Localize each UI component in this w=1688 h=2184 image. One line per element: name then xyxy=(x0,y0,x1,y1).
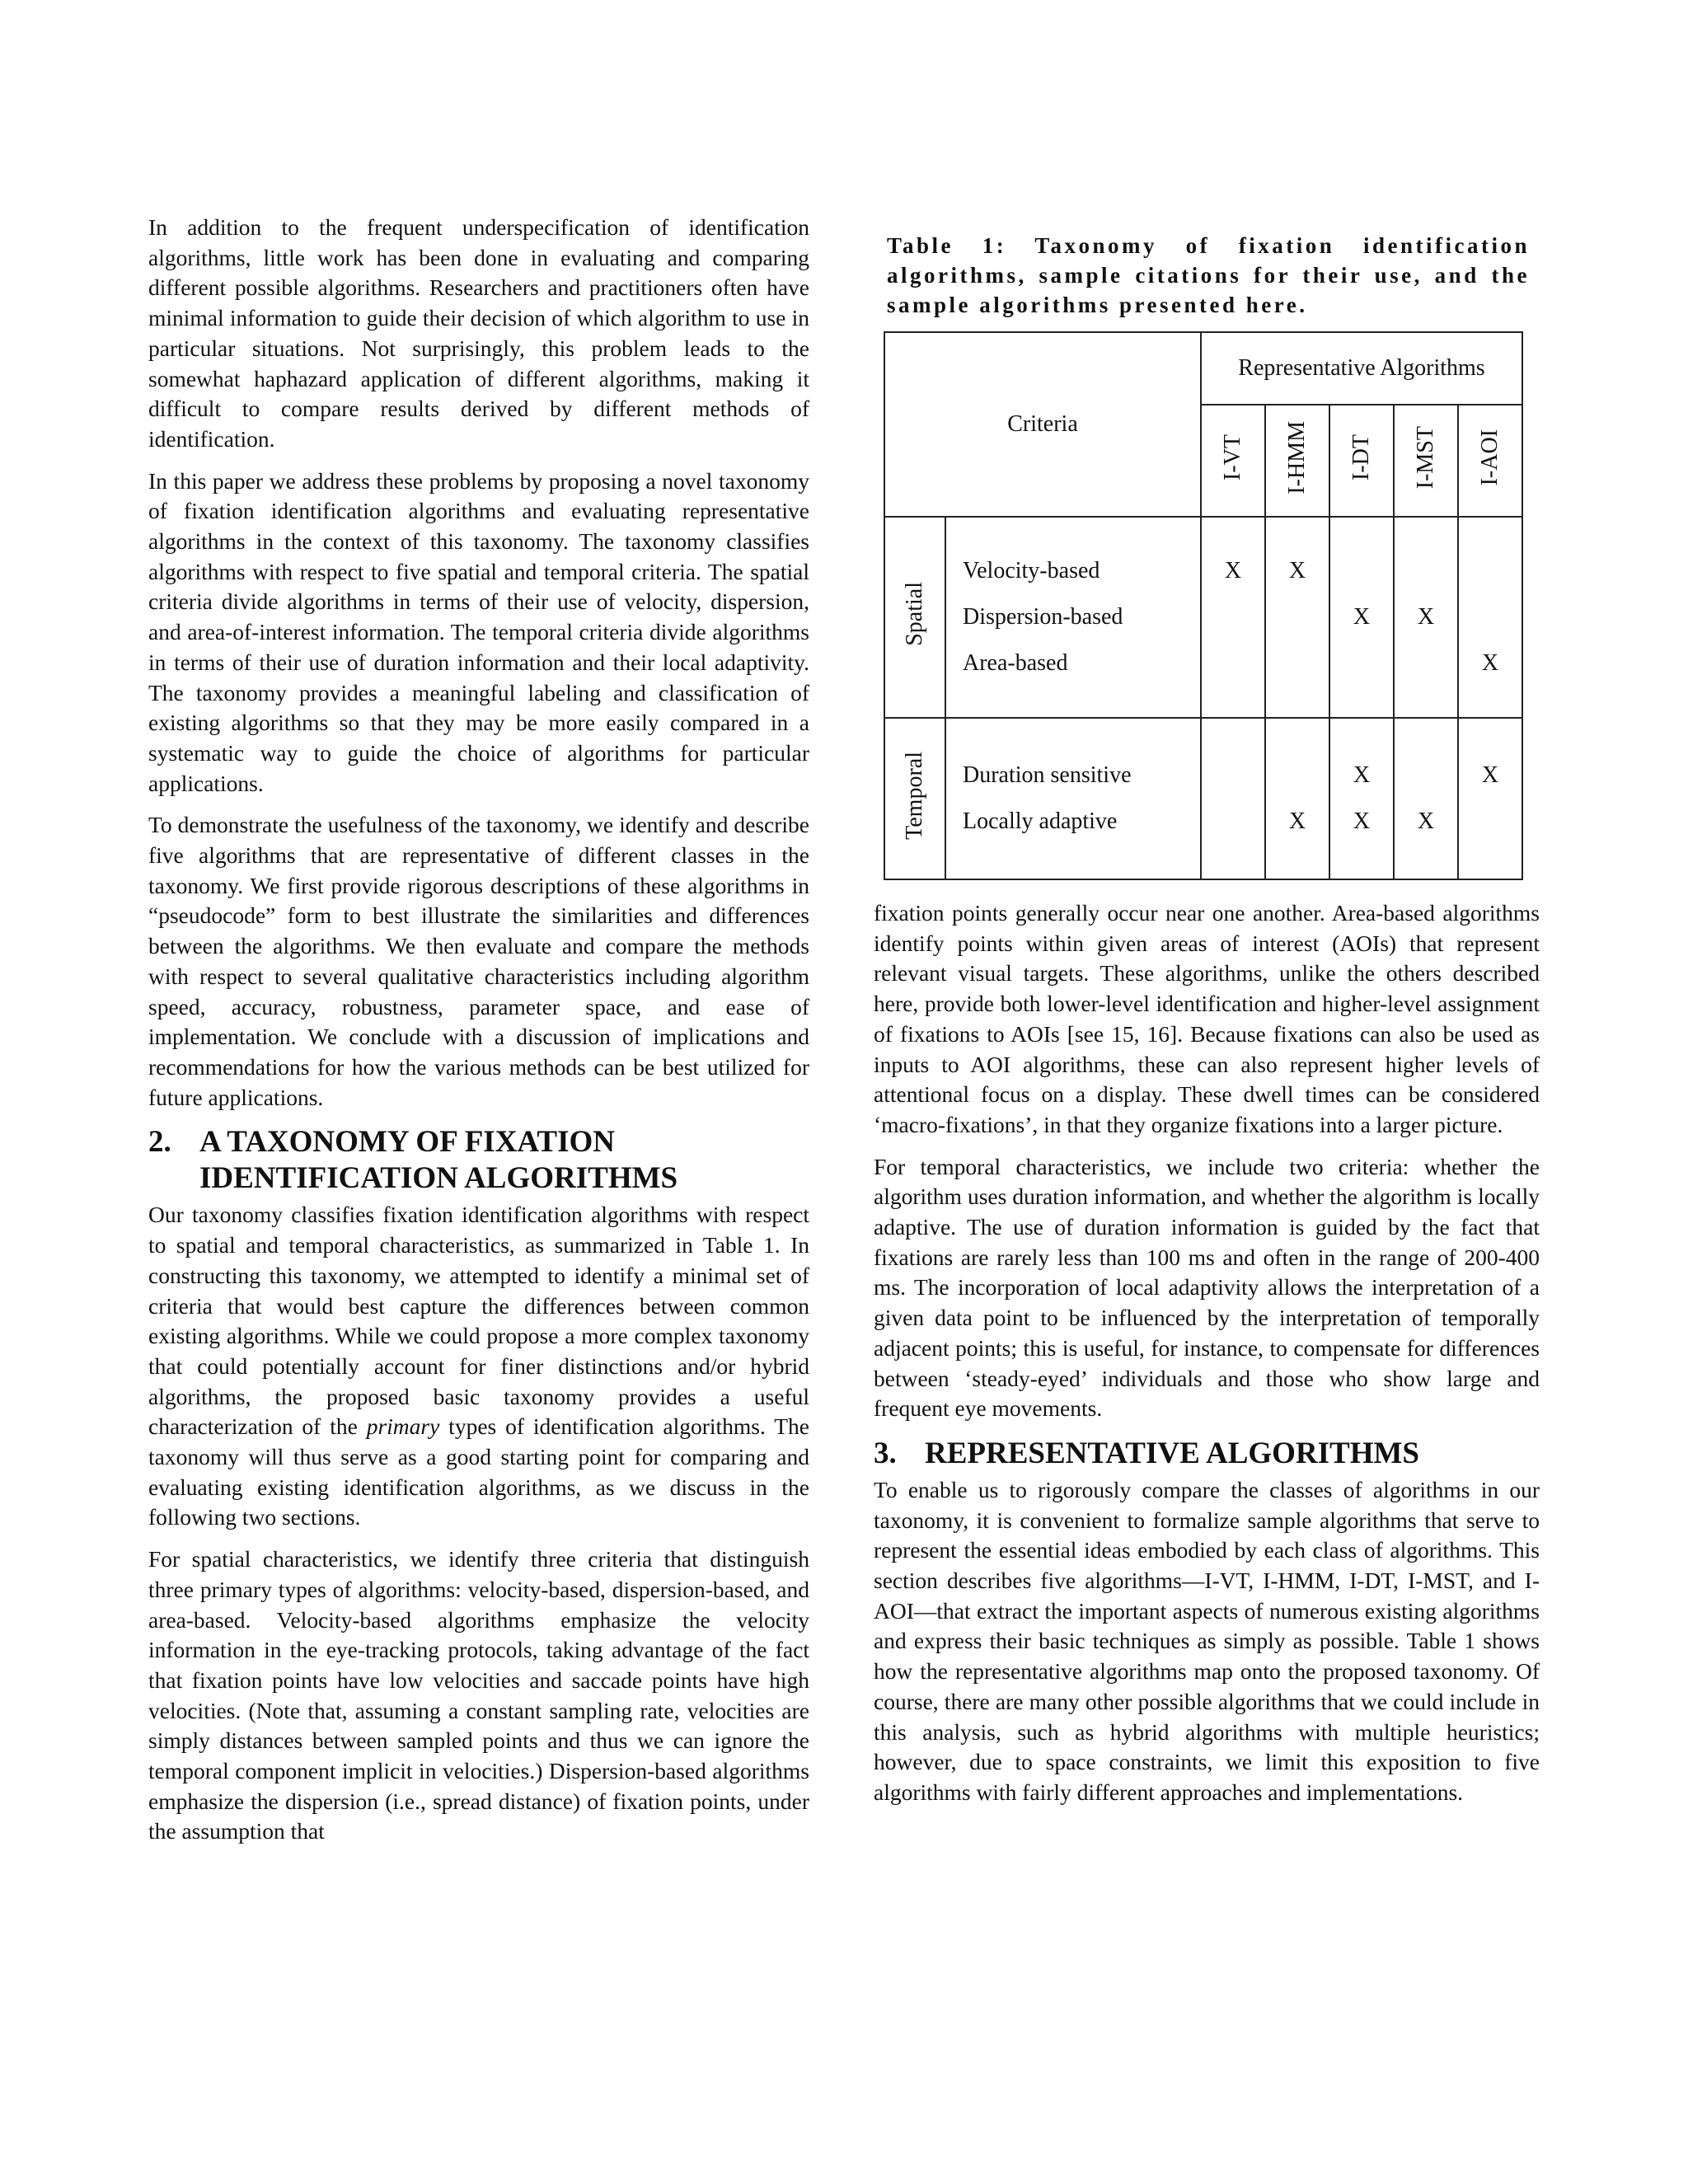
criterion: Locally adaptive xyxy=(963,808,1118,834)
paragraph xyxy=(148,1200,809,1533)
section-heading-2 xyxy=(148,1124,809,1197)
mark xyxy=(1202,640,1264,687)
paragraph: fixation points generally occur near one another. Area-based algorithms identify points within given areas of interest (AOIs) that represent relevant visual targets. These algorithms, unlike the others described here, provide both lower-level identification and higher-level assignment of fixations to AOIs [see 15, 16]. Because fixations can also be used as inputs to AOI algorithms, these can also represent higher levels of attentional focus on a display. These dwell times can be considered ‘macro-fixations’, in that they organize fixations into a larger picture. xyxy=(874,900,1540,1137)
right-column xyxy=(874,216,1540,1820)
algorithm-header xyxy=(1458,405,1522,517)
mark xyxy=(1330,548,1393,594)
mark: X xyxy=(1417,808,1435,834)
criteria-list xyxy=(945,517,1201,718)
mark: X xyxy=(1288,808,1306,834)
algorithm-label: I-HMM xyxy=(1284,420,1310,494)
paragraph: In addition to the frequent underspecification of identification algorithms, little work has been done in evaluating and comparing different possible algorithms. Researchers and practitioners often have minimal information to guide their decision of which algorithm to use in particular situations. Not surprisingly, this problem leads to the somewhat haphazard application of different algorithms, making it difficult to compare results derived by different methods of identification. xyxy=(148,214,809,452)
algorithm-label: I-DT xyxy=(1348,434,1374,480)
algorithm-label: I-AOI xyxy=(1477,429,1503,486)
mark xyxy=(1202,752,1264,799)
algorithm-header xyxy=(1329,405,1394,517)
mark: X xyxy=(1224,558,1242,583)
representative-algorithms-header: Representative Algorithms xyxy=(1201,332,1522,405)
mark xyxy=(1459,548,1522,594)
group-label-cell xyxy=(884,517,945,718)
algorithm-header xyxy=(1265,405,1329,517)
mark xyxy=(1266,594,1329,640)
mark-column xyxy=(1329,718,1394,879)
algorithm-header xyxy=(1201,405,1265,517)
mark-column xyxy=(1458,718,1522,879)
table-row-temporal xyxy=(884,718,1522,879)
group-label: Temporal xyxy=(902,751,927,840)
algorithm-header xyxy=(1394,405,1458,517)
section-number: 2. xyxy=(148,1125,171,1160)
algorithm-label: I-VT xyxy=(1220,434,1245,480)
mark-column xyxy=(1394,517,1458,718)
mark xyxy=(1202,799,1264,845)
mark: X xyxy=(1481,762,1499,788)
mark xyxy=(1266,640,1329,687)
text-run: types of identification algorithms. The taxonomy will thus serve as a good starting point for comparing and evaluating existing identification algorithms, as we discuss in the following two sections. xyxy=(148,1413,809,1530)
algorithm-label: I-MST xyxy=(1413,425,1438,490)
mark: X xyxy=(1481,650,1499,676)
left-column xyxy=(148,213,809,1858)
group-label: Spatial xyxy=(902,582,927,646)
section-heading-3 xyxy=(874,1436,1540,1472)
mark xyxy=(1395,752,1457,799)
mark: X xyxy=(1353,604,1371,630)
section-title-line1: A TAXONOMY OF FIXATION xyxy=(199,1125,615,1160)
paragraph: To enable us to rigorously compare the classes of algorithms in our taxonomy, it is convenient to formalize sample algorithms that serve to represent the essential ideas embodied by each class of algorithms. This section describes five algorithms—I-VT, I-HMM, I-DT, I-MST, and I-AOI—that extract the important aspects of numerous existing algorithms and express their basic techniques as simply as possible. Table 1 shows how the representative algorithms map onto the proposed taxonomy. Of course, there are many other possible algorithms that we could include in this analysis, such as hybrid algorithms with multiple heuristics; however, due to space constraints, we limit this exposition to five algorithms with fairly different approaches and implementations. xyxy=(874,1476,1540,1805)
section-number: 3. xyxy=(874,1436,897,1470)
mark xyxy=(1395,548,1457,594)
mark: X xyxy=(1353,808,1371,834)
criterion: Dispersion-based xyxy=(963,604,1123,630)
mark xyxy=(1266,752,1329,799)
mark-column xyxy=(1201,718,1265,879)
criterion: Area-based xyxy=(963,650,1068,676)
group-label-cell xyxy=(884,718,945,879)
mark xyxy=(1459,799,1522,845)
mark: X xyxy=(1288,558,1306,583)
section-title: REPRESENTATIVE ALGORITHMS xyxy=(925,1436,1420,1470)
mark-column xyxy=(1201,517,1265,718)
mark-column xyxy=(1458,517,1522,718)
section-title-line2: IDENTIFICATION ALGORITHMS xyxy=(199,1161,678,1196)
paragraph: To demonstrate the usefulness of the taxonomy, we identify and describe five algorithms that are representative of different classes in the taxonomy. We first provide rigorous descriptions of these algorithms in “pseudocode” form to best illustrate the similarities and differences between the algorithms. We then evaluate and compare the methods with respect to several qualitative characteristics including algorithm speed, accuracy, robustness, parameter space, and ease of implementation. We conclude with a discussion of implications and recommendations for how the various methods can be best utilized for future applications. xyxy=(148,812,809,1110)
mark-column xyxy=(1394,718,1458,879)
mark-column xyxy=(1265,718,1329,879)
paragraph: For spatial characteristics, we identify three criteria that distinguish three primary types of algorithms: velocity-based, dispersion-based, and area-based. Velocity-based algorithms emphasize the velocity information in the eye-tracking protocols, taking advantage of the fact that fixation points have low velocities and saccade points have high velocities. (Note that, assuming a constant sampling rate, velocities are simply distances between sampled points and thus we can ignore the temporal component implicit in velocities.) Dispersion-based algorithms emphasize the dispersion (i.e., spread distance) of fixation points, under the assumption that xyxy=(148,1546,809,1844)
criteria-list xyxy=(945,718,1201,879)
mark xyxy=(1459,594,1522,640)
text-run: Our taxonomy classifies fixation identification algorithms with respect to spatial and temporal characteristics, as summarized in Table 1. In constructing this taxonomy, we attempted to identify a minimal set of criteria that would best capture the differences between common existing algorithms. While we could propose a more complex taxonomy that could potentially account for finer distinctions and/or hybrid algorithms, the proposed basic taxonomy provides a useful characterization of the xyxy=(148,1202,809,1440)
criterion: Velocity-based xyxy=(963,558,1100,583)
taxonomy-table xyxy=(884,331,1523,880)
paragraph: In this paper we address these problems by proposing a novel taxonomy of fixation identification algorithms and evaluating representative algorithms in the context of this taxonomy. The taxonomy classifies algorithms with respect to five spatial and temporal criteria. The spatial criteria divide algorithms in terms of their use of velocity, dispersion, and area-of-interest information. The temporal criteria divide algorithms in terms of their use of duration information and their local adaptivity. The taxonomy provides a meaningful labeling and classification of existing algorithms so that they may be more easily compared in a systematic way to guide the choice of algorithms for particular applications. xyxy=(148,467,809,796)
mark: X xyxy=(1417,604,1435,630)
table-row-spatial xyxy=(884,517,1522,718)
table-caption: Table 1: Taxonomy of fixation identification algorithms, sample citations for their use, and the sample algorithms presented here. xyxy=(887,233,1530,317)
mark-column xyxy=(1265,517,1329,718)
mark-column xyxy=(1329,517,1394,718)
mark xyxy=(1202,594,1264,640)
criterion: Duration sensitive xyxy=(963,762,1132,788)
paragraph: For temporal characteristics, we include two criteria: whether the algorithm uses duration information, and whether the algorithm is locally adaptive. The use of duration information is guided by the fact that fixations are rarely less than 100 ms and often in the range of 200-400 ms. The incorporation of local adaptivity allows the interpretation of a given data point to be influenced by the interpretation of temporally adjacent points; this is useful, for instance, to compensate for differences between ‘steady-eyed’ individuals and those who show large and frequent eye movements. xyxy=(874,1153,1540,1422)
mark: X xyxy=(1353,762,1371,788)
mark xyxy=(1395,640,1457,687)
emphasis-text: primary xyxy=(366,1413,440,1440)
criteria-header: Criteria xyxy=(884,332,1201,517)
mark xyxy=(1330,640,1393,687)
